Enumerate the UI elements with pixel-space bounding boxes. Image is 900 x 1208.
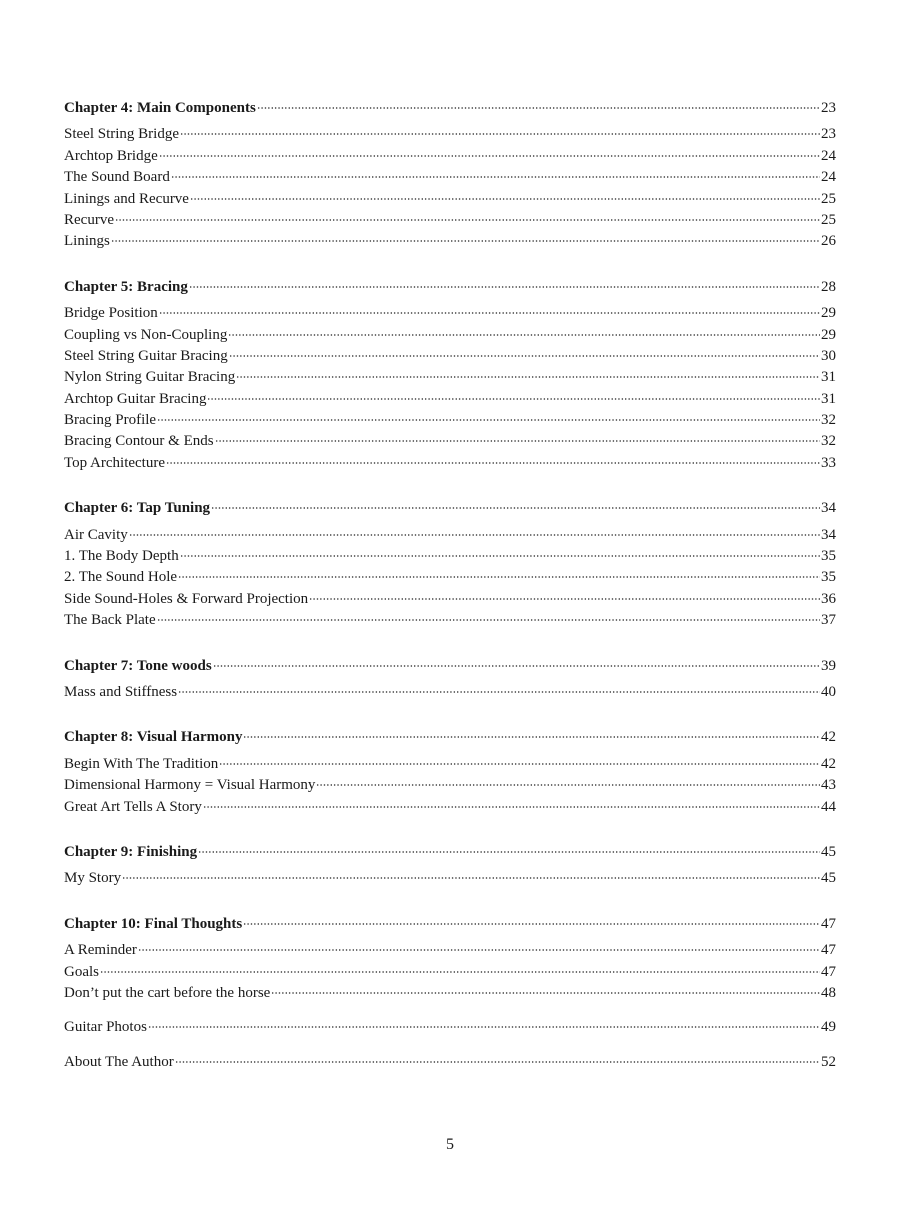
chapter-heading[interactable] bbox=[64, 656, 836, 677]
entry-title: Begin With The Tradition bbox=[64, 755, 219, 772]
dot-leader bbox=[243, 923, 820, 925]
entry-title: Air Cavity bbox=[64, 526, 128, 543]
toc-entry[interactable] bbox=[64, 124, 836, 145]
toc-entry-about-author[interactable] bbox=[64, 1052, 836, 1073]
toc-entry[interactable] bbox=[64, 410, 836, 431]
toc-entry[interactable] bbox=[64, 567, 836, 588]
entry-title: Great Art Tells A Story bbox=[64, 798, 202, 815]
page-ref: 26 bbox=[821, 233, 836, 250]
toc-entry[interactable] bbox=[64, 754, 836, 775]
entry-title: Bracing Contour & Ends bbox=[64, 433, 214, 450]
page-ref: 42 bbox=[821, 755, 836, 772]
table-of-contents bbox=[64, 98, 836, 1086]
toc-entry[interactable] bbox=[64, 775, 836, 796]
extra-section bbox=[64, 1052, 836, 1073]
dot-leader bbox=[236, 376, 820, 378]
page-ref: 52 bbox=[821, 1053, 836, 1070]
page-ref: 36 bbox=[821, 590, 836, 607]
entry-title: Guitar Photos bbox=[64, 1019, 147, 1036]
page-ref: 31 bbox=[821, 390, 836, 407]
entry-title: Side Sound-Holes & Forward Projection bbox=[64, 590, 309, 607]
toc-entry[interactable] bbox=[64, 389, 836, 410]
toc-entry[interactable] bbox=[64, 303, 836, 324]
dot-leader bbox=[180, 555, 820, 557]
dot-leader bbox=[243, 736, 820, 738]
dot-leader bbox=[148, 1026, 820, 1028]
toc-entry[interactable] bbox=[64, 797, 836, 818]
chapter-title: Chapter 7: Tone woods bbox=[64, 657, 212, 674]
dot-leader bbox=[207, 398, 820, 400]
toc-entry[interactable] bbox=[64, 525, 836, 546]
page-ref: 25 bbox=[821, 190, 836, 207]
chapter-section bbox=[64, 498, 836, 631]
entry-title: Archtop Guitar Bracing bbox=[64, 390, 207, 407]
entry-title: Coupling vs Non-Coupling bbox=[64, 326, 228, 343]
extra-section bbox=[64, 1017, 836, 1038]
chapter-heading[interactable] bbox=[64, 98, 836, 119]
chapter-title: Chapter 4: Main Components bbox=[64, 100, 256, 116]
chapter-title: Chapter 8: Visual Harmony bbox=[64, 729, 243, 746]
toc-entry[interactable] bbox=[64, 589, 836, 610]
entry-title: Archtop Bridge bbox=[64, 147, 158, 164]
dot-leader bbox=[229, 355, 820, 357]
dot-leader bbox=[157, 619, 820, 621]
entry-title: About The Author bbox=[64, 1053, 174, 1070]
dot-leader bbox=[180, 133, 820, 135]
page-ref: 48 bbox=[821, 984, 836, 1001]
chapter-heading[interactable] bbox=[64, 727, 836, 748]
page-ref: 32 bbox=[821, 412, 836, 429]
page-ref: 30 bbox=[821, 347, 836, 364]
dot-leader bbox=[166, 462, 820, 464]
entry-title: Nylon String Guitar Bracing bbox=[64, 369, 236, 386]
chapter-heading[interactable] bbox=[64, 842, 836, 863]
chapter-section bbox=[64, 842, 836, 890]
entry-title: Don’t put the cart before the horse bbox=[64, 984, 271, 1001]
page-ref: 43 bbox=[821, 777, 836, 794]
page-ref: 31 bbox=[821, 369, 836, 386]
dot-leader bbox=[178, 576, 820, 578]
entry-title: My Story bbox=[64, 870, 122, 887]
page-ref: 44 bbox=[821, 798, 836, 815]
toc-entry[interactable] bbox=[64, 682, 836, 703]
dot-leader bbox=[122, 877, 820, 879]
dot-leader bbox=[215, 440, 820, 442]
page-ref: 35 bbox=[821, 548, 836, 565]
dot-leader bbox=[115, 219, 820, 221]
toc-entry[interactable] bbox=[64, 868, 836, 889]
chapter-title: Chapter 6: Tap Tuning bbox=[64, 500, 211, 517]
dot-leader bbox=[175, 1061, 820, 1063]
page-ref: 34 bbox=[821, 526, 836, 543]
toc-entry[interactable] bbox=[64, 325, 836, 346]
page-number: 5 bbox=[446, 1136, 454, 1153]
dot-leader bbox=[203, 806, 820, 808]
dot-leader bbox=[211, 507, 820, 509]
page-ref: 23 bbox=[821, 126, 836, 143]
page-ref: 45 bbox=[821, 870, 836, 887]
page-ref: 33 bbox=[821, 454, 836, 471]
chapter-heading[interactable] bbox=[64, 914, 836, 935]
toc-entry[interactable] bbox=[64, 610, 836, 631]
toc-entry[interactable] bbox=[64, 940, 836, 961]
page-ref: 37 bbox=[821, 612, 836, 629]
dot-leader bbox=[257, 107, 820, 109]
dot-leader bbox=[159, 312, 820, 314]
dot-leader bbox=[138, 949, 820, 951]
page-ref: 39 bbox=[821, 657, 836, 674]
toc-entry[interactable] bbox=[64, 546, 836, 567]
entry-title: A Reminder bbox=[64, 942, 137, 959]
page-ref: 24 bbox=[821, 169, 836, 186]
chapter-section bbox=[64, 656, 836, 704]
entry-title: Goals bbox=[64, 963, 99, 980]
dot-leader bbox=[219, 763, 820, 765]
dot-leader bbox=[159, 155, 820, 157]
entry-title: Recurve bbox=[64, 211, 114, 228]
toc-entry[interactable] bbox=[64, 210, 836, 231]
page-ref: 35 bbox=[821, 569, 836, 586]
page-ref: 24 bbox=[821, 147, 836, 164]
entry-title: Top Architecture bbox=[64, 454, 165, 471]
chapter-section bbox=[64, 727, 836, 818]
page-ref: 34 bbox=[821, 500, 836, 517]
chapter-heading[interactable] bbox=[64, 277, 836, 298]
entry-title: 1. The Body Depth bbox=[64, 548, 179, 565]
entry-title: Steel String Bridge bbox=[64, 126, 179, 143]
chapter-section bbox=[64, 98, 836, 253]
dot-leader bbox=[157, 419, 820, 421]
chapter-title: Chapter 9: Finishing bbox=[64, 843, 198, 860]
toc-entry[interactable] bbox=[64, 189, 836, 210]
dot-leader bbox=[316, 784, 820, 786]
page-ref: 29 bbox=[821, 326, 836, 343]
page-ref: 25 bbox=[821, 211, 836, 228]
dot-leader bbox=[100, 971, 820, 973]
toc-entry[interactable] bbox=[64, 167, 836, 188]
toc-entry[interactable] bbox=[64, 146, 836, 167]
dot-leader bbox=[129, 534, 820, 536]
page-ref: 49 bbox=[821, 1019, 836, 1036]
chapter-title: Chapter 10: Final Thoughts bbox=[64, 915, 243, 932]
chapter-section bbox=[64, 914, 836, 1005]
page-ref: 23 bbox=[821, 100, 836, 116]
toc-entry[interactable] bbox=[64, 367, 836, 388]
page-ref: 29 bbox=[821, 305, 836, 322]
page-ref: 47 bbox=[821, 963, 836, 980]
chapter-title: Chapter 5: Bracing bbox=[64, 278, 188, 295]
dot-leader bbox=[190, 198, 820, 200]
toc-entry[interactable] bbox=[64, 231, 836, 252]
toc-entry[interactable] bbox=[64, 346, 836, 367]
dot-leader bbox=[111, 240, 820, 242]
toc-entry[interactable] bbox=[64, 453, 836, 474]
chapter-section bbox=[64, 277, 836, 475]
dot-leader bbox=[228, 334, 820, 336]
entry-title: Linings bbox=[64, 233, 110, 250]
entry-title: Mass and Stiffness bbox=[64, 683, 178, 700]
entry-title: Linings and Recurve bbox=[64, 190, 189, 207]
page-ref: 40 bbox=[821, 683, 836, 700]
toc-entry[interactable] bbox=[64, 962, 836, 983]
page-ref: 45 bbox=[821, 843, 836, 860]
toc-entry[interactable] bbox=[64, 431, 836, 452]
entry-title: Bracing Profile bbox=[64, 412, 157, 429]
dot-leader bbox=[198, 851, 820, 853]
page-ref: 28 bbox=[821, 278, 836, 295]
page-ref: 47 bbox=[821, 942, 836, 959]
toc-entry[interactable] bbox=[64, 983, 836, 1004]
dot-leader bbox=[178, 691, 820, 693]
toc-entry-guitar-photos[interactable] bbox=[64, 1017, 836, 1038]
entry-title: Dimensional Harmony = Visual Harmony bbox=[64, 777, 316, 794]
dot-leader bbox=[213, 665, 820, 667]
dot-leader bbox=[189, 286, 820, 288]
entry-title: 2. The Sound Hole bbox=[64, 569, 178, 586]
entry-title: The Sound Board bbox=[64, 169, 170, 186]
page-ref: 42 bbox=[821, 729, 836, 746]
page-ref: 47 bbox=[821, 915, 836, 932]
entry-title: Bridge Position bbox=[64, 305, 158, 322]
dot-leader bbox=[171, 176, 820, 178]
dot-leader bbox=[271, 992, 820, 994]
entry-title: The Back Plate bbox=[64, 612, 156, 629]
dot-leader bbox=[309, 598, 820, 600]
chapter-heading[interactable] bbox=[64, 498, 836, 519]
page-ref: 32 bbox=[821, 433, 836, 450]
entry-title: Steel String Guitar Bracing bbox=[64, 347, 228, 364]
